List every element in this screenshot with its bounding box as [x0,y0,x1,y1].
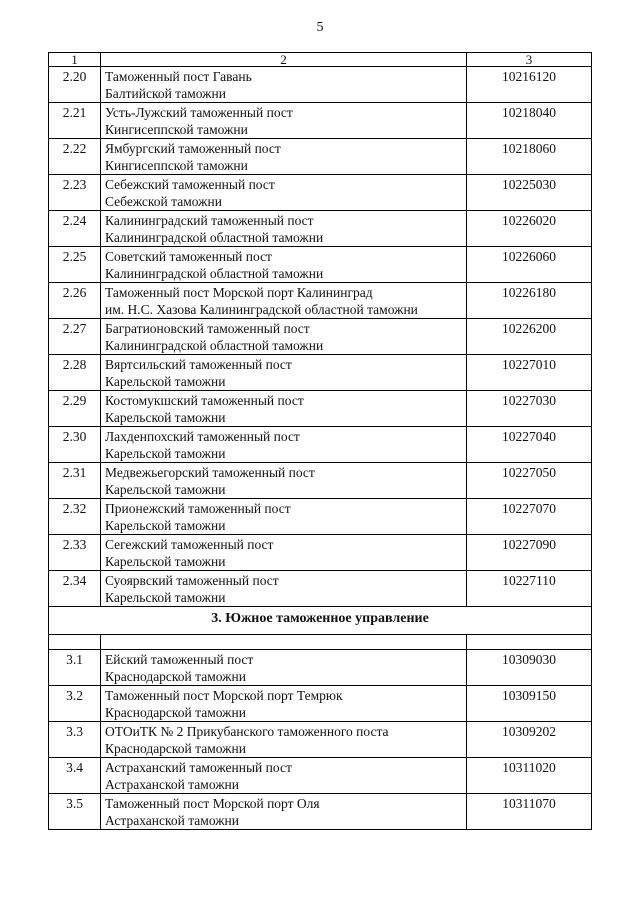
table-row [49,535,592,571]
post-name: Сегежский таможенный пост [105,537,274,552]
row-description [101,67,467,103]
table-row [49,686,592,722]
table-row [49,67,592,103]
row-number: 2.30 [49,427,101,463]
column-header-row [49,53,592,67]
row-description [101,139,467,175]
customs-office: Карельской таможни [105,518,226,533]
post-code: 10218060 [467,139,592,175]
table-row [49,247,592,283]
post-code: 10218040 [467,103,592,139]
column-header-1: 1 [49,53,101,67]
post-name: Суоярвский таможенный пост [105,573,279,588]
customs-office: Карельской таможни [105,446,226,461]
customs-office: Кингисеппской таможни [105,122,248,137]
post-name: Прионежский таможенный пост [105,501,291,516]
post-code: 10226060 [467,247,592,283]
post-name: Таможенный пост Гавань [105,69,252,84]
row-description [101,463,467,499]
customs-office: Карельской таможни [105,590,226,605]
post-code: 10227110 [467,571,592,607]
row-description [101,211,467,247]
customs-office: Карельской таможни [105,410,226,425]
row-description [101,319,467,355]
column-header-3: 3 [467,53,592,67]
row-description [101,391,467,427]
row-description [101,571,467,607]
post-name: Лахденпохский таможенный пост [105,429,300,444]
row-description [101,103,467,139]
row-number: 2.33 [49,535,101,571]
row-description [101,650,467,686]
table-row [49,758,592,794]
table-row [49,499,592,535]
table-row [49,463,592,499]
row-number: 2.34 [49,571,101,607]
table-row [49,319,592,355]
row-description [101,686,467,722]
post-code: 10309150 [467,686,592,722]
customs-office: Астраханской таможни [105,813,240,828]
customs-office: Астраханской таможни [105,777,240,792]
post-name: Вяртсильский таможенный пост [105,357,292,372]
table-row [49,139,592,175]
table-row [49,722,592,758]
row-number: 3.1 [49,650,101,686]
customs-office: Карельской таможни [105,554,226,569]
column-header-2: 2 [101,53,467,67]
post-code: 10309202 [467,722,592,758]
row-number: 3.2 [49,686,101,722]
row-number: 2.20 [49,67,101,103]
section-title: 3. Южное таможенное управление [49,607,592,635]
customs-office: Себежской таможни [105,194,222,209]
table-row [49,211,592,247]
row-number: 2.32 [49,499,101,535]
post-name: Багратионовский таможенный пост [105,321,310,336]
row-number: 3.5 [49,794,101,830]
row-description [101,175,467,211]
customs-office: Краснодарской таможни [105,741,246,756]
table-row [49,283,592,319]
post-name: Таможенный пост Морской порт Калининград [105,285,373,300]
table-row [49,571,592,607]
post-code: 10311020 [467,758,592,794]
post-name: Костомукшский таможенный пост [105,393,304,408]
post-code: 10227030 [467,391,592,427]
page-number: 5 [316,20,324,35]
section-header-row [49,607,592,635]
row-number: 2.25 [49,247,101,283]
post-name: Таможенный пост Морской порт Оля [105,796,320,811]
row-description [101,722,467,758]
post-code: 10226020 [467,211,592,247]
post-code: 10216120 [467,67,592,103]
post-code: 10311070 [467,794,592,830]
post-name: Калининградский таможенный пост [105,213,314,228]
customs-office: Кингисеппской таможни [105,158,248,173]
row-number: 2.26 [49,283,101,319]
customs-office: Краснодарской таможни [105,705,246,720]
post-name: ОТОиТК № 2 Прикубанского таможенного поста [105,724,389,739]
row-description [101,758,467,794]
customs-office: Карельской таможни [105,482,226,497]
customs-office: им. Н.С. Хазова Калининградской областной таможни [105,302,418,317]
post-code: 10227070 [467,499,592,535]
post-code: 10309030 [467,650,592,686]
post-name: Себежский таможенный пост [105,177,275,192]
table-row [49,103,592,139]
post-name: Астраханский таможенный пост [105,760,292,775]
table-row [49,794,592,830]
row-number: 2.24 [49,211,101,247]
post-code: 10226180 [467,283,592,319]
table-row [49,355,592,391]
post-name: Советский таможенный пост [105,249,272,264]
spacer-cell [101,635,467,650]
row-number: 2.31 [49,463,101,499]
post-code: 10227040 [467,427,592,463]
post-code: 10227090 [467,535,592,571]
customs-office: Калининградской областной таможни [105,338,324,353]
row-number: 2.29 [49,391,101,427]
customs-office: Карельской таможни [105,374,226,389]
row-description [101,535,467,571]
spacer-cell [467,635,592,650]
row-description [101,283,467,319]
customs-posts-table [48,52,592,830]
table-row [49,650,592,686]
customs-office: Калининградской областной таможни [105,266,324,281]
row-number: 3.3 [49,722,101,758]
customs-office: Балтийской таможни [105,86,226,101]
table-row [49,175,592,211]
customs-office: Краснодарской таможни [105,669,246,684]
post-code: 10226200 [467,319,592,355]
row-number: 2.22 [49,139,101,175]
row-number: 2.21 [49,103,101,139]
row-description [101,499,467,535]
post-code: 10227010 [467,355,592,391]
row-number: 3.4 [49,758,101,794]
row-description [101,247,467,283]
row-description [101,794,467,830]
post-name: Усть-Лужский таможенный пост [105,105,293,120]
row-description [101,427,467,463]
row-description [101,355,467,391]
post-code: 10225030 [467,175,592,211]
post-name: Медвежьегорский таможенный пост [105,465,315,480]
table-row [49,427,592,463]
row-number: 2.28 [49,355,101,391]
section-spacer-row [49,635,592,650]
post-name: Таможенный пост Морской порт Темрюк [105,688,343,703]
post-name: Ямбургский таможенный пост [105,141,281,156]
post-name: Ейский таможенный пост [105,652,254,667]
customs-office: Калининградской областной таможни [105,230,324,245]
spacer-cell [49,635,101,650]
post-code: 10227050 [467,463,592,499]
row-number: 2.23 [49,175,101,211]
row-number: 2.27 [49,319,101,355]
table-row [49,391,592,427]
